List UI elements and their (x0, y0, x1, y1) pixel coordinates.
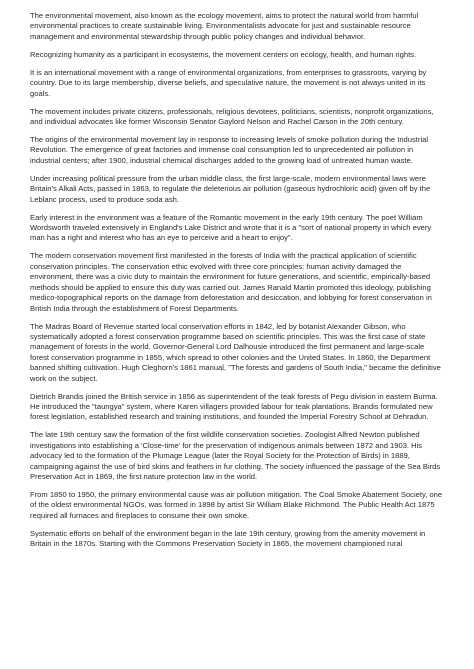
paragraph-alkali-acts: Under increasing political pressure from the urban middle class, the first large-scale, modern environmental laws were Britain's Alkali Acts, passed in 1863, to regulate the deleterious air pollution (gaseous hydrochloric acid) given off by the Leblanc process, used to produce soda ash. (30, 173, 431, 204)
paragraph-definition: The environmental movement, also known as the ecology movement, aims to protect the natural world from harmful environmental practices to create sustainable living. Environmentalists advocate for just and sustainable resource management and environmental stewardship through public policy changes and individual behavior. (30, 11, 419, 41)
paragraph-brandis: Dietrich Brandis joined the British service in 1856 as superintendent of the teak forests of Pegu division in eastern Burma. He introduced the "taungya" system, where Karen villagers provided labour for teak plantations. Brandis formulated new forest legislation, established research and training institutions, and founded the Imperial Forestry School at Dehradun. (30, 391, 438, 422)
paragraph-wildlife-societies: The late 19th century saw the formation of the first wildlife conservation societies. Zoologist Alfred Newton published investigations into establishing a 'Close-time' for the preservation of indigenous animals between 1872 and 1903. His advocacy led to the formation of the Plumage League (later the Royal Society for the Protection of Birds) in 1889, campaigning against the use of bird skins and feathers in fur clothing. The society influenced the passage of the Sea Birds Preservation Act in 1869, the first nature protection law in the world. (30, 430, 441, 481)
paragraph-ecosystems: Recognizing humanity as a participant in ecosystems, the movement centers on ecology, health, and human rights. (30, 49, 417, 59)
paragraph-romantic-movement: Early interest in the environment was a feature of the Romantic movement in the early 19th century. The poet William Wordsworth traveled extensively in England's Lake District and wrote that it is a "sort of national property in which every man has a right and interest who has an eye to perceive and a heart to enjoy". (30, 212, 432, 243)
paragraph-conservation-india: The modern conservation movement first manifested in the forests of India with the practical application of scientific conservation principles. The conservation ethic evolved with three core principles: human activity damaged the environment, there was a civic duty to maintain the environment for future generations, and scientific, empirically-based methods should be applied to ensure this duty was carried out. James Ranald Martin promoted this ideology, publishing medico-topographical reports on the damage from deforestation and desiccation, and lobbying for forest conservation in British India through the establishment of Forest Departments. (30, 251, 432, 313)
paragraph-participants: The movement includes private citizens, professionals, religious devotees, politicians, scientists, nonprofit organizations, and individual advocates like former Wisconsin Senator Gaylord Nelson and Rachel Carson in the 20th century. (30, 106, 434, 127)
paragraph-air-pollution: From 1850 to 1950, the primary environmental cause was air pollution mitigation. The Coal Smoke Abatement Society, one of the oldest environmental NGOs, was formed in 1898 by artist Sir William Blake Richmond. The Public Health Act 1875 required all furnaces and fireplaces to consume their own smoke. (30, 489, 443, 520)
paragraph-madras-board: The Madras Board of Revenue started local conservation efforts in 1842, led by botanist Alexander Gibson, who systematically adopted a forest conservation programme based on scientific principles. This was the first case of state management of forests in the world. Governor-General Lord Dalhousie introduced the first permanent and large-scale forest conservation programme in 1855, which spread to other colonies and the United States. In 1860, the Department banned shifting cultivation. Hugh Cleghorn's 1861 manual, "The forests and gardens of South India," became the definitive work on the subject. (30, 321, 441, 383)
paragraph-systematic-efforts: Systematic efforts on behalf of the environment began in the late 19th century, growing from the amenity movement in Britain in the 1870s. Starting with the Commons Preservation Society in 1865, the movement championed rural (30, 528, 426, 549)
paragraph-origins: The origins of the environmental movement lay in response to increasing levels of smoke pollution during the Industrial Revolution. The emergence of great factories and immense coal consumption led to unprecedented air pollution in industrial centers; after 1900, industrial chemical discharges added to the growing load of untreated human waste. (30, 135, 429, 165)
paragraph-international: It is an international movement with a range of environmental organizations, from enterprises to grassroots, varying by country. Due to its large membership, diverse beliefs, and speculative nature, the movement is not always united in its goals. (30, 67, 427, 98)
